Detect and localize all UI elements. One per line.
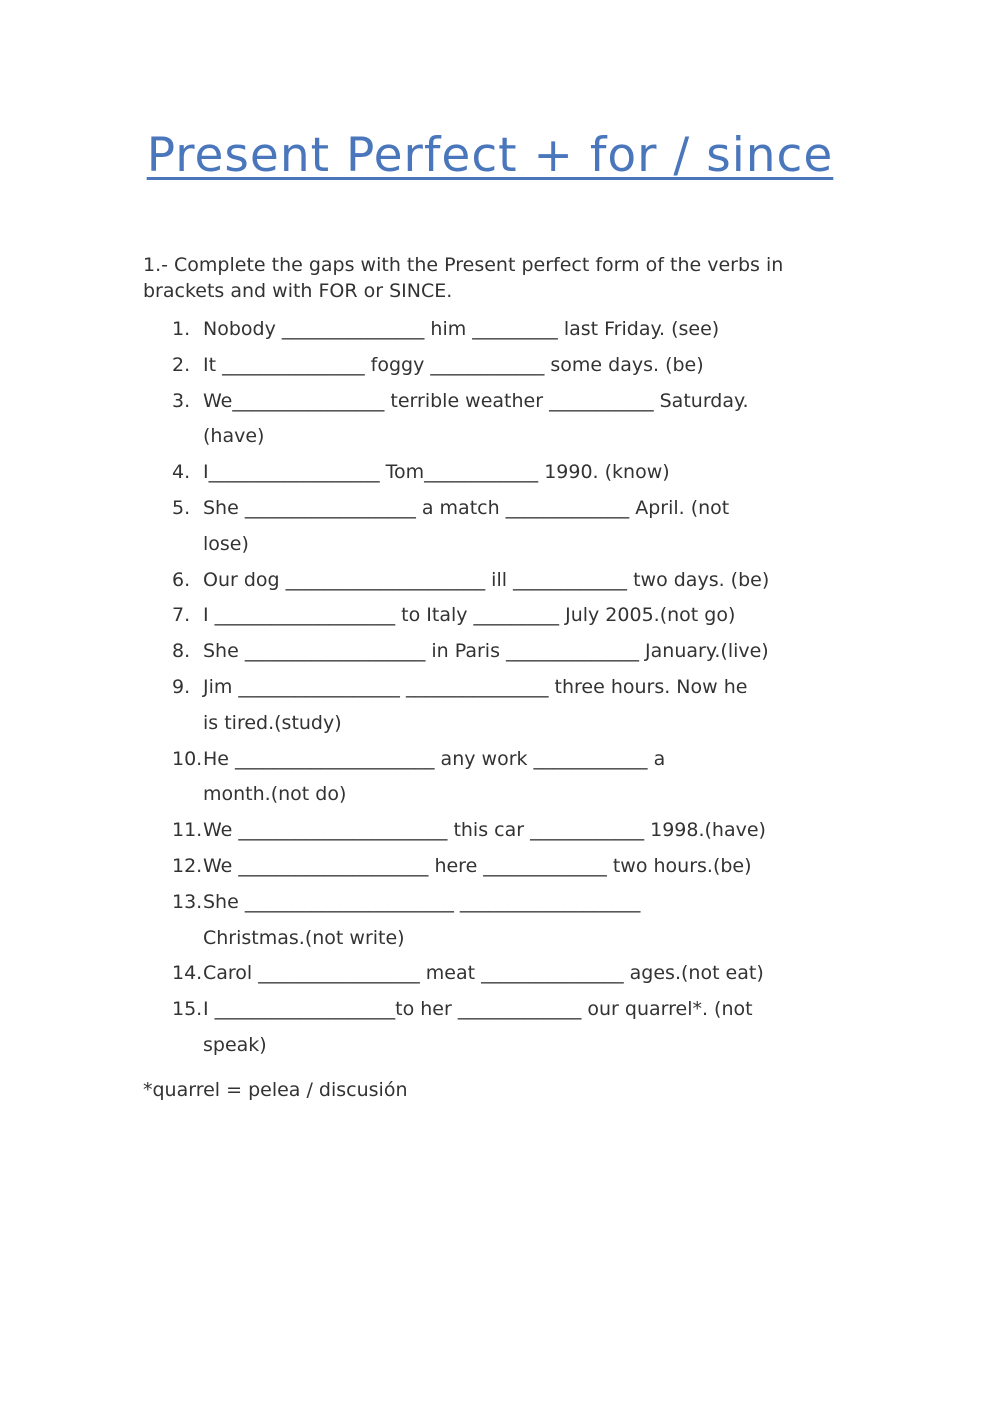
item-line-continued: is tired.(study) [203, 711, 342, 734]
item-line: It _______________ foggy ____________ some days. (be) [203, 353, 704, 376]
item-number: 3. [172, 389, 191, 412]
item-number: 10. [172, 747, 203, 770]
item-line: He _____________________ any work ____________ a [203, 747, 666, 770]
exercise-item [172, 885, 872, 957]
exercise-item [172, 563, 872, 599]
item-line: We ____________________ here _____________ two hours.(be) [203, 854, 752, 877]
item-line: Nobody _______________ him _________ last Friday. (see) [203, 318, 720, 340]
exercise-item [172, 670, 872, 742]
item-number: 6. [172, 568, 191, 591]
item-line-continued: lose) [203, 532, 249, 555]
item-line: I ___________________ to Italy _________ July 2005.(not go) [203, 604, 736, 627]
exercise-list [172, 312, 872, 1064]
item-line: Carol _________________ meat _______________ ages.(not eat) [203, 962, 764, 985]
exercise-item [172, 813, 872, 849]
item-number: 4. [172, 461, 191, 484]
item-number: 15. [172, 998, 203, 1021]
item-line-continued: speak) [203, 1033, 267, 1056]
footnote: *quarrel = pelea / discusión [143, 1079, 408, 1101]
item-line: She ______________________ ___________________ [203, 890, 641, 913]
exercise-item [172, 849, 872, 885]
item-number: 11. [172, 819, 203, 842]
item-number: 14. [172, 962, 203, 985]
item-line: Our dog _____________________ ill ____________ two days. (be) [203, 568, 770, 591]
item-number: 5. [172, 496, 191, 519]
exercise-item [172, 348, 872, 384]
exercise-item [172, 956, 872, 992]
exercise-item [172, 312, 872, 348]
item-line: I ___________________to her _____________ our quarrel*. (not [203, 998, 753, 1021]
worksheet-title [0, 126, 980, 186]
exercise-item [172, 598, 872, 634]
item-line: I__________________ Tom____________ 1990. (know) [203, 461, 670, 484]
exercise-instructions: 1.- Complete the gaps with the Present perfect form of the verbs in brackets and with FOR or SINCE. [143, 254, 784, 302]
item-line: Jim _________________ _______________ three hours. Now he [203, 675, 748, 698]
item-number: 8. [172, 640, 191, 663]
item-line-continued: (have) [203, 425, 265, 448]
item-number: 2. [172, 353, 191, 376]
item-line: We ______________________ this car ____________ 1998.(have) [203, 819, 766, 842]
item-number: 9. [172, 675, 191, 698]
item-number: 12. [172, 854, 203, 877]
item-number: 7. [172, 604, 191, 627]
exercise-item [172, 742, 872, 814]
item-line-continued: month.(not do) [203, 783, 347, 806]
item-number: 13. [172, 890, 203, 913]
exercise-item [172, 634, 872, 670]
exercise-item [172, 455, 872, 491]
item-number: 1. [172, 318, 191, 340]
item-line: We________________ terrible weather ___________ Saturday. [203, 389, 749, 412]
item-line: She __________________ a match _____________ April. (not [203, 496, 730, 519]
item-line-continued: Christmas.(not write) [203, 926, 405, 949]
exercise-item [172, 491, 872, 563]
item-line: She ___________________ in Paris ______________ January.(live) [203, 640, 769, 663]
exercise-item [172, 384, 872, 456]
worksheet-title-text: Present Perfect + for / since [146, 128, 834, 183]
exercise-item [172, 992, 872, 1064]
